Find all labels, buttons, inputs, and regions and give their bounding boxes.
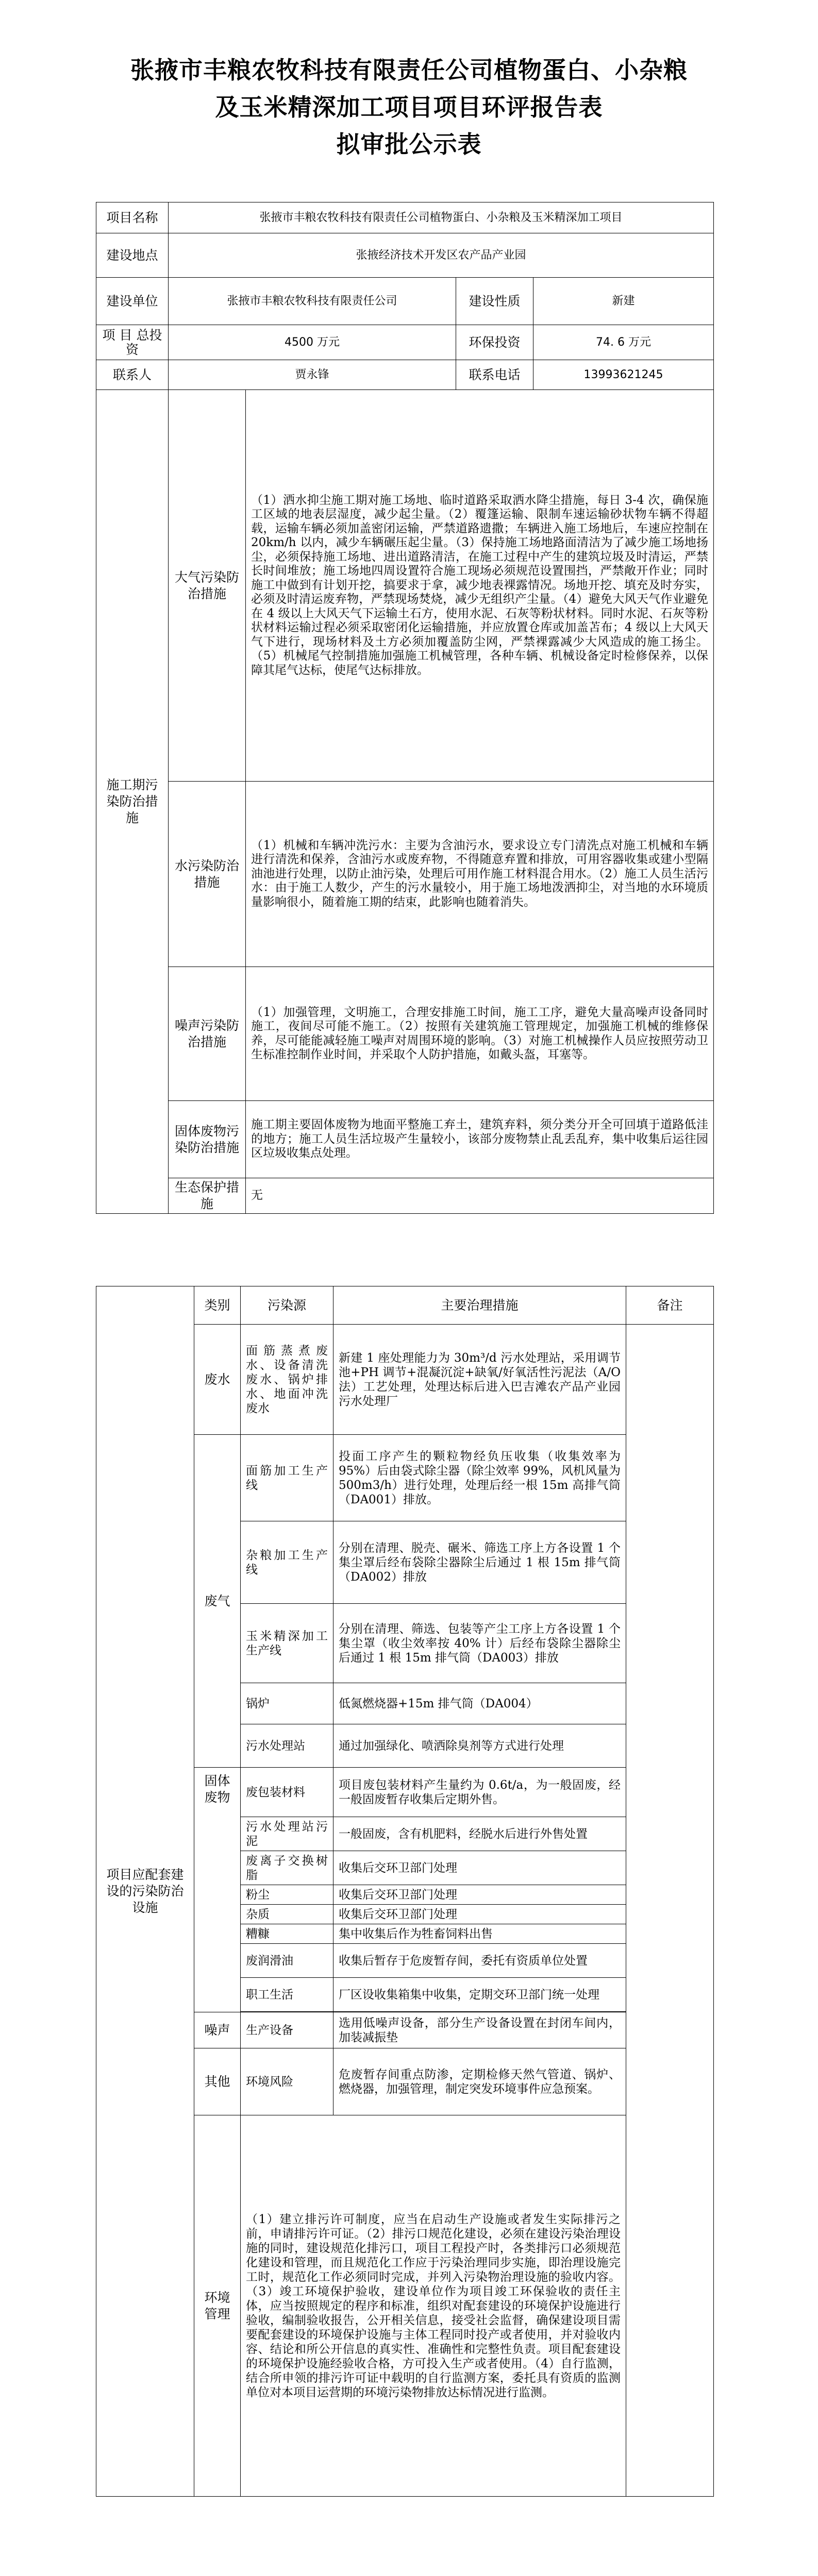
phone: 13993621245 (533, 360, 714, 390)
solid-source: 废包装材料 (241, 1768, 333, 1817)
air-text: （1）洒水抑尘施工期对施工场地、临时道路采取洒水降尘措施，每日 3-4 次，确保施工区域的地表层湿度，减少起尘量。（2）覆篷运输、限制车速运输砂状物车辆不得超载，运输车辆必须加盖密闭运输，严禁道路遗撒；车辆进入施工场地后，车速应控制在 20km/h 以内，减少车辆碾压起尘量。（3）保持施工场地路面清洁为了减少施工场地扬尘，必须保持施工场地、进出道路清洁，在施工过程中产生的建筑垃圾及时清运，严禁长时间堆放；施工场地四周设置符合施工现场必须规范设置围挡，严禁敞开作业；同时施工中做到有计划开挖，搞要求于拿，减少地表裸露情况。场地开挖、填充及时夯实，必须及时清运废弃物，严禁现场焚烧，减少无组织产尘量。（4）避免大风天气作业避免在 4 级以上大风天气下运输土石方，使用水泥、石灰等粉状材料。同时水泥、石灰等粉状材料运输过程必须采取密闭化运输措施，并应放置仓库或加盖苫布；4 级以上大风天气下进行，现场材料及土方必须加覆盖防尘网，严禁裸露减少大风造成的施工扬尘。（5）机械尾气控制措施加强施工机械管理，各种车辆、机械设备定时检修保养，以保障其尾气达标，使尾气达标排放。 (246, 390, 714, 782)
noise-op-source: 生产设备 (241, 2012, 333, 2048)
mgmt-label: 环境管理 (194, 2115, 241, 2497)
solid-measure: 收集后暂存于危废暂存间，委托有资质单位处置 (333, 1944, 626, 1978)
noise-op-measure: 选用低噪声设备，部分生产设备设置在封闭车间内，加装减振垫 (333, 2012, 626, 2048)
unit: 张掖市丰粮农牧科技有限责任公司 (169, 278, 456, 325)
eco-label: 生态保护措施 (169, 1178, 246, 1214)
gas-source: 面筋加工生产线 (241, 1435, 333, 1521)
row-eco (96, 1178, 714, 1214)
solid-measure: 收集后交环卫部门处理 (333, 1885, 626, 1905)
head-source: 污染源 (241, 1286, 333, 1325)
row-unit (96, 278, 714, 325)
contact: 贾永锋 (169, 360, 456, 390)
mgmt-text: （1）建立排污许可制度，应当在启动生产设施或者发生实际排污之前，申请排污许可证。（2）排污口规范化建设，必须在建设污染治理设施的同时，建设规范化排污口，项目工程投产时，各类排污口必须规范化建设和管理，而且规范化工作应于污染治理同步实施，即治理设施完工时，规范化工作必须同时完成，并列入污染物治理设施的验收内容。（3）竣工环境保护验收，建设单位作为项目竣工环保验收的责任主体，应当按照规定的程序和标准，组织对配套建设的环境保护设施进行验收，编制验收报告，公开相关信息，接受社会监督，确保建设项目需要配套建设的环境保护设施与主体工程同时投产或者使用，并对验收内容、结论和所公开信息的真实性、准确性和完整性负责。项目配套建设的环境保护设施经验收合格，方可投入生产或者使用。（4）自行监测，结合所申领的排污许可证中载明的自行监测方案，委托具有资质的监测单位对本项目运营期的环境污染物排放达标情况进行监测。 (241, 2115, 626, 2497)
row-solid (96, 1101, 714, 1178)
row-invest (96, 325, 714, 360)
other-label: 其他 (194, 2048, 241, 2115)
gas-source: 污水处理站 (241, 1724, 333, 1768)
row-noise (96, 967, 714, 1101)
solid-text: 施工期主要固体废物为地面平整施工弃土，建筑弃料，须分类分开全可回填于道路低洼的地方；施工人员生活垃圾产生量较小，该部分废物禁止乱丢乱弃，集中收集后运往园区垃圾收集点处理。 (246, 1101, 714, 1178)
solid-source: 糟糠 (241, 1924, 333, 1944)
solid-source: 废润滑油 (241, 1944, 333, 1978)
head-note: 备注 (626, 1286, 714, 1325)
title-line-2: 及玉米精深加工项目项目环评报告表 (215, 93, 603, 121)
row-contact (96, 360, 714, 390)
facilities-table (96, 1286, 714, 2497)
gas-measure: 低氮燃烧器+15m 排气筒（DA004） (333, 1683, 626, 1724)
solid-source: 杂质 (241, 1905, 333, 1924)
solid-measure: 项目废包装材料产生量约为 0.6t/a，为一般固废，经一般固废暂存收集后定期外售。 (333, 1768, 626, 1817)
row-water (96, 782, 714, 967)
info-table (96, 202, 714, 1214)
invest-label: 项 目 总投资 (96, 325, 169, 360)
noise-op-label: 噪声 (194, 2012, 241, 2048)
wastewater-source: 面筋蒸煮废水、设备清洗废水、锅炉排水、地面冲洗废水 (241, 1325, 333, 1435)
project-name-label: 项目名称 (96, 202, 169, 233)
row-project-name (96, 202, 714, 233)
solid-source: 职工生活 (241, 1978, 333, 2012)
solid-source: 粉尘 (241, 1885, 333, 1905)
head-category: 类别 (194, 1286, 241, 1325)
operation-label: 项目应配套建设的污染防治设施 (96, 1286, 194, 2497)
solid-label: 固体废物污染防治措施 (169, 1101, 246, 1178)
wastewater-label: 废水 (194, 1325, 241, 1435)
eco-text: 无 (246, 1178, 714, 1214)
water-label: 水污染防治措施 (169, 782, 246, 967)
env-invest: 74. 6 万元 (533, 325, 714, 360)
facilities-header (96, 1286, 714, 1325)
invest: 4500 万元 (169, 325, 456, 360)
noise-text: （1）加强管理，文明施工，合理安排施工时间，施工工序，避免大量高噪声设备同时施工，夜间尽可能不施工。（2）按照有关建筑施工管理规定，加强施工机械的维修保养，尽可能能减轻施工噪声对周围环境的影响。（3）对施工机械操作人员应按照劳动卫生标准控制作业时间，并采取个人防护措施，如戴头盔，耳塞等。 (246, 967, 714, 1101)
noise-label: 噪声污染防治措施 (169, 967, 246, 1101)
nature: 新建 (533, 278, 714, 325)
solid-source: 废离子交换树脂 (241, 1851, 333, 1885)
gas-measure: 通过加强绿化、喷洒除臭剂等方式进行处理 (333, 1724, 626, 1768)
other-source: 环境风险 (241, 2048, 333, 2115)
gas-measure: 分别在清理、筛选、包装等产尘工序上方各设置 1 个集尘罩（收尘效率按 40% 计）后经布袋除尘器除尘后通过 1 根 15m 排气筒（DA003）排放 (333, 1604, 626, 1683)
location: 张掖经济技术开发区农产品产业园 (169, 233, 714, 278)
row-location (96, 233, 714, 278)
gas-measure: 投面工序产生的颗粒物经负压收集（收集效率为 95%）后由袋式除尘器（除尘效率 99%，风机风量为 500m3/h）进行处理，处理后经一根 15m 高排气筒（DA001）排放。 (333, 1435, 626, 1521)
gas-measure: 分别在清理、脱壳、碾米、筛选工序上方各设置 1 个集尘罩后经布袋除尘器除尘后通过 1 根 15m 排气筒（DA002）排放 (333, 1521, 626, 1604)
gas-source: 杂粮加工生产线 (241, 1521, 333, 1604)
water-text: （1）机械和车辆冲洗污水：主要为含油污水，要求设立专门清洗点对施工机械和车辆进行清洗和保养，含油污水或废弃物，不得随意弃置和排放，可用容器收集或建小型隔油池进行处理，以防止油污染，处理后可用作施工材料混合用水。（2）施工人员生活污水：由于施工人数少，产生的污水量较小，用于施工场地泼洒抑尘，对当地的水环境质量影响很小，随着施工期的结束，此影响也随着消失。 (246, 782, 714, 967)
location-label: 建设地点 (96, 233, 169, 278)
nature-label: 建设性质 (456, 278, 533, 325)
row-air (96, 390, 714, 782)
gas-source: 玉米精深加工生产线 (241, 1604, 333, 1683)
head-measure: 主要治理措施 (333, 1286, 626, 1325)
wastewater-measure: 新建 1 座处理能力为 30m³/d 污水处理站，采用调节池+PH 调节+混凝沉淀+缺氧/好氧活性污泥法（A/O 法）工艺处理，处理达标后进入巴吉滩农产品产业园污水处理厂 (333, 1325, 626, 1435)
document-title (0, 0, 818, 163)
solid-measure: 厂区设收集箱集中收集，定期交环卫部门统一处理 (333, 1978, 626, 2012)
phone-label: 联系电话 (456, 360, 533, 390)
air-label: 大气污染防治措施 (169, 390, 246, 782)
construction-label: 施工期污染防治措施 (96, 390, 169, 1214)
gas-label: 废气 (194, 1435, 241, 1768)
solid-measure: 集中收集后作为牲畜饲料出售 (333, 1924, 626, 1944)
solid-measure: 一般固废，含有机肥料，经脱水后进行外售处置 (333, 1817, 626, 1851)
title-line-3: 拟审批公示表 (336, 130, 482, 158)
env-invest-label: 环保投资 (456, 325, 533, 360)
project-name: 张掖市丰粮农牧科技有限责任公司植物蛋白、小杂粮及玉米精深加工项目 (169, 202, 714, 233)
title-line-1: 张掖市丰粮农牧科技有限责任公司植物蛋白、小杂粮 (130, 56, 688, 84)
note-cell (626, 1325, 714, 2497)
solid-source: 污水处理站污泥 (241, 1817, 333, 1851)
other-measure: 危废暂存间重点防渗，定期检修天然气管道、锅炉、燃烧器，加强管理，制定突发环境事件应急预案。 (333, 2048, 626, 2115)
contact-label: 联系人 (96, 360, 169, 390)
solid-waste-label: 固体废物 (194, 1768, 241, 2012)
gas-source: 锅炉 (241, 1683, 333, 1724)
solid-measure: 收集后交环卫部门处理 (333, 1851, 626, 1885)
solid-measure: 收集后交环卫部门处理 (333, 1905, 626, 1924)
unit-label: 建设单位 (96, 278, 169, 325)
